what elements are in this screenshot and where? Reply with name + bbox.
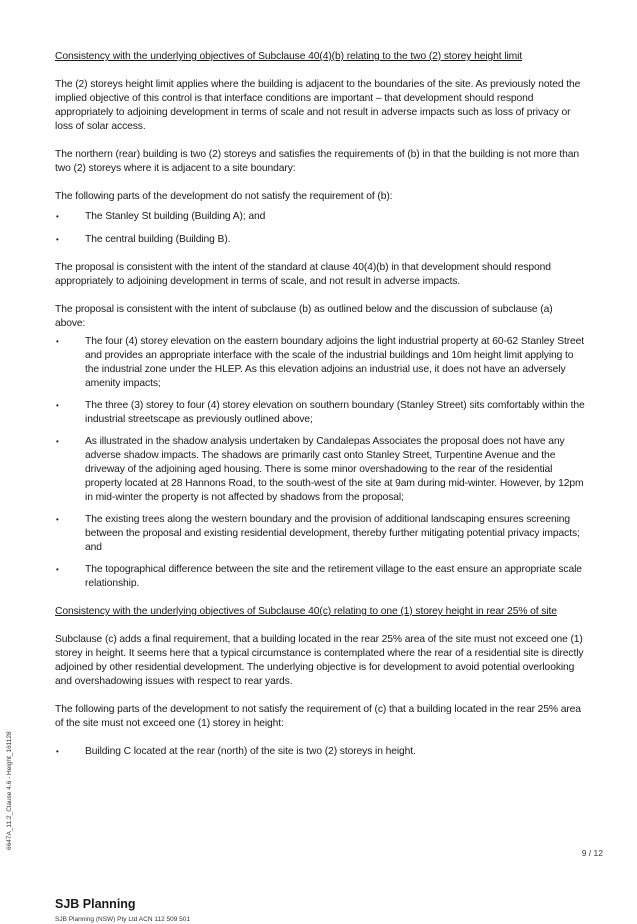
- list-item: • The four (4) storey elevation on the eastern boundary adjoins the light industrial property at 60-62 Stanley Street and provides an appropriate interface with the scale of the industrial buildings and 10m height limit applying to the industrial zone under the HLEP. As this elevation adjoins an industrial use, it does not have an adversely amenity impacts;: [55, 335, 585, 391]
- bullet-list-1: [55, 210, 585, 247]
- list-item: • The topographical difference between the site and the retirement village to the east ensure an appropriate scale relationship.: [55, 563, 585, 591]
- list-item: • The three (3) storey to four (4) storey elevation on southern boundary (Stanley Street) sits comfortably within the industrial streetscape as previously outlined above;: [55, 399, 585, 427]
- side-document-reference: 6647A_11.2_Clause 4.6 - Height_161128: [6, 731, 13, 850]
- footer-company-name: SJB Planning: [55, 897, 136, 911]
- list-item: • As illustrated in the shadow analysis undertaken by Candalepas Associates the proposal does not have any adverse shadow impacts. The shadows are primarily cast onto Stanley Street, Turpentine Avenue and the driveway of the adjoining aged housing. There is some minor overshadowing to the rear of the residential property located at 28 Hannons Road, to the south-west of the site at 9am during mid-winter. However, by 12pm in mid-winter the property is not affected by shadows from the proposal;: [55, 435, 585, 505]
- section-heading-1: Consistency with the underlying objectives of Subclause 40(4)(b) relating to the two (2) storey height limit: [55, 51, 523, 62]
- paragraph: The following parts of the development do not satisfy the requirement of (b):: [55, 191, 393, 202]
- page-body: [55, 50, 585, 773]
- page-number: 9 / 12: [581, 848, 603, 858]
- bullet-list-3: [55, 745, 585, 759]
- footer-legal-text: SJB Planning (NSW) Pty Ltd ACN 112 509 501: [55, 916, 191, 923]
- list-item: • The Stanley St building (Building A); and: [55, 210, 585, 224]
- paragraph: The proposal is consistent with the intent of the standard at clause 40(4)(b) in that development should respond appropriately to adjoining development in terms of scale, and not result in adverse impacts.: [55, 262, 551, 287]
- bullet-list-2: [55, 335, 585, 591]
- paragraph: The proposal is consistent with the intent of subclause (b) as outlined below and the discussion of subclause (a) above:: [55, 304, 553, 329]
- paragraph: The northern (rear) building is two (2) storeys and satisfies the requirements of (b) in that the building is not more than two (2) storeys where it is adjacent to a site boundary:: [55, 149, 579, 174]
- paragraph: The (2) storeys height limit applies where the building is adjacent to the boundaries of the site. As previously noted the implied objective of this control is that interface conditions are important – that development should respond appropriately to adjoining development in terms of scale and not result in adverse impacts such as loss of privacy or loss of solar access.: [55, 79, 581, 132]
- paragraph: Subclause (c) adds a final requirement, that a building located in the rear 25% area of the site must not exceed one (1) storey in height. It seems here that a typical circumstance is contemplated where the rear of a residential site is directly adjoined by other residential development. The underlying objective is for development to avoid potential overlooking and overshadowing issues with respect to rear yards.: [55, 634, 584, 687]
- list-item: • The existing trees along the western boundary and the provision of additional landscaping ensures screening between the proposal and existing residential development, thereby further mitigating potential privacy impacts; and: [55, 513, 585, 555]
- list-item: • The central building (Building B).: [55, 233, 585, 247]
- section-heading-2: Consistency with the underlying objectives of Subclause 40(c) relating to one (1) storey height in rear 25% of site: [55, 606, 557, 617]
- paragraph: The following parts of the development to not satisfy the requirement of (c) that a building located in the rear 25% area of the site must not exceed one (1) storey in height:: [55, 704, 581, 729]
- list-item: • Building C located at the rear (north) of the site is two (2) storeys in height.: [55, 745, 585, 759]
